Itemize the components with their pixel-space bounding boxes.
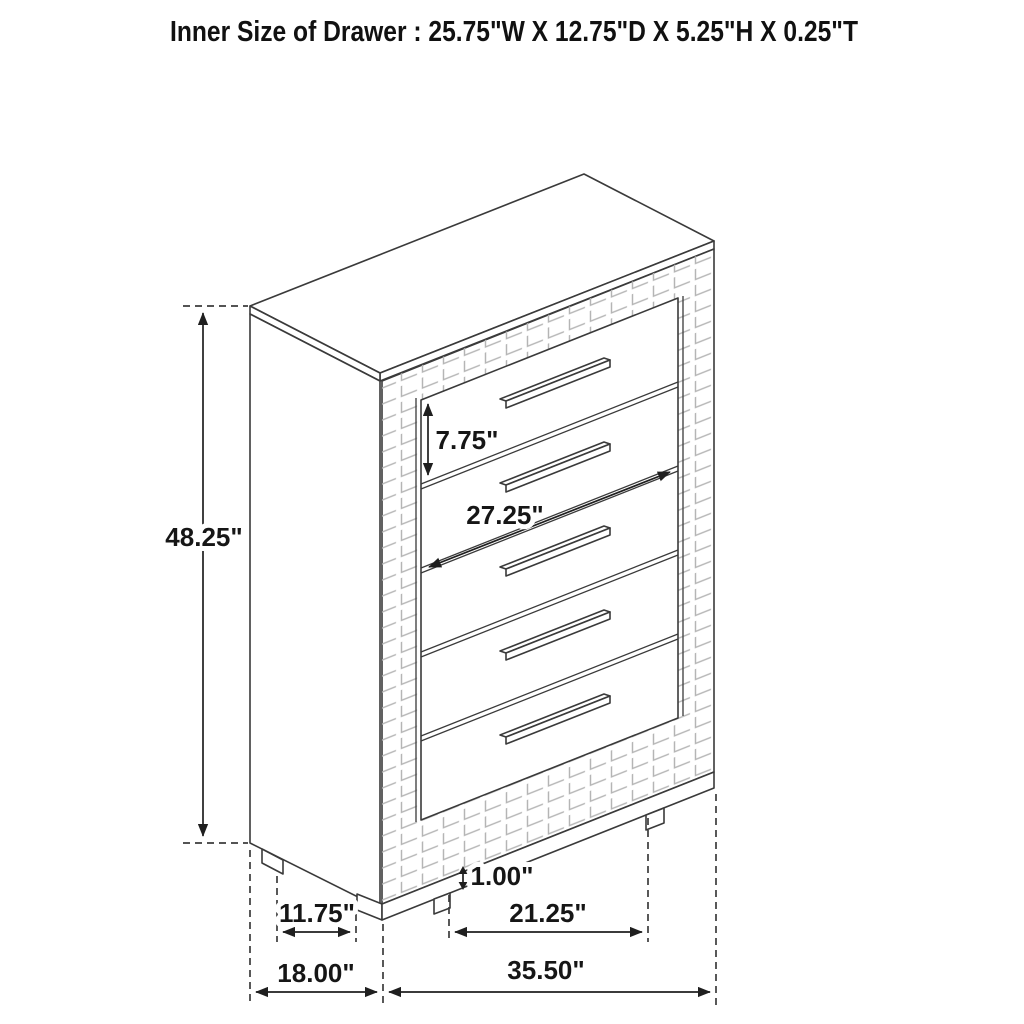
dim-overall-height — [165, 306, 248, 843]
page-title: Inner Size of Drawer : 25.75"W X 12.75"D X 5.25"H X 0.25"T — [170, 16, 859, 48]
dimension-label-depth: 18.00" — [277, 958, 355, 988]
dimension-label-height: 48.25" — [165, 522, 243, 552]
chest-side-panel — [250, 314, 380, 908]
dimension-label-side-feet: 11.75" — [279, 898, 355, 928]
dimension-label-drawer-width: 27.25" — [466, 500, 544, 530]
dimension-label-foot-height: 1.00" — [470, 861, 534, 891]
dimension-label-width: 35.50" — [507, 955, 585, 985]
dim-foot-height — [459, 861, 534, 891]
dimension-label-front-feet: 21.25" — [509, 898, 587, 928]
dimension-label-drawer-height: 7.75" — [435, 425, 499, 455]
